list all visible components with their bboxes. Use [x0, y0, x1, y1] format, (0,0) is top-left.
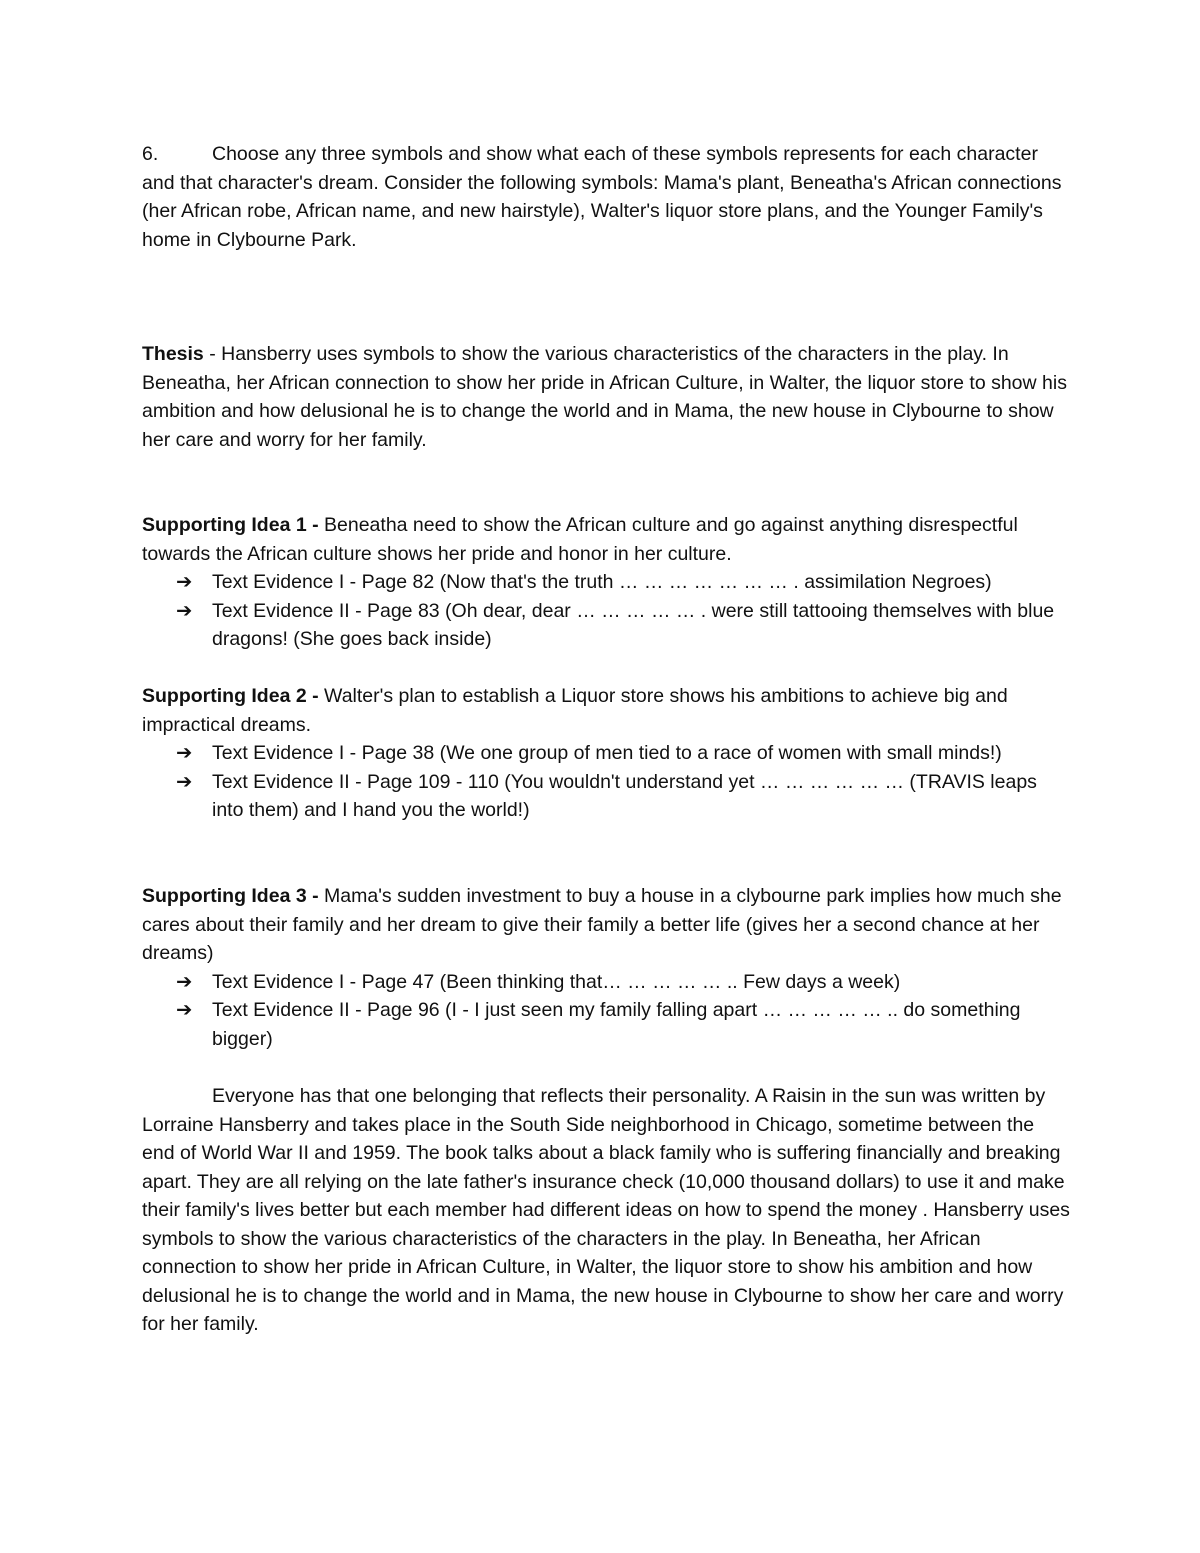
- arrow-icon: ➔: [176, 770, 193, 793]
- supporting-idea-1: [142, 511, 1072, 654]
- evidence-item: [142, 996, 1072, 1053]
- evidence-text: Text Evidence I - Page 82 (Now that's the truth … … … … … … … . assimilation Negroes): [212, 571, 992, 593]
- supporting-idea-2: [142, 682, 1072, 825]
- thesis-separator: -: [203, 343, 222, 365]
- supporting-idea-3: [142, 882, 1072, 1053]
- question-paragraph: [142, 140, 1072, 254]
- evidence-text: Text Evidence II - Page 83 (Oh dear, dear … … … … … . were still tattooing themselves with blue dragons! (She goes back inside): [212, 599, 1055, 650]
- arrow-icon: ➔: [176, 571, 193, 593]
- evidence-text: Text Evidence II - Page 96 (I - I just seen my family falling apart … … … … … .. do something bigger): [212, 999, 1021, 1050]
- evidence-item: [142, 768, 1072, 825]
- idea-paragraph: [142, 682, 1072, 739]
- essay-block: [142, 1082, 1072, 1339]
- evidence-text: Text Evidence I - Page 38 (We one group of men tied to a race of women with small minds!): [212, 742, 1002, 764]
- evidence-text: Text Evidence I - Page 47 (Been thinking that… … … … … .. Few days a week): [212, 970, 901, 993]
- idea-paragraph: [142, 882, 1072, 968]
- question-number: 6.: [142, 143, 159, 165]
- arrow-icon: ➔: [176, 742, 193, 764]
- idea-text: Beneatha need to show the African culture and go against anything disrespectful towards the African culture shows her pride and honor in her culture.: [142, 514, 1018, 565]
- evidence-item: [142, 568, 1072, 597]
- thesis-paragraph: [142, 340, 1072, 454]
- idea-text: Mama's sudden investment to buy a house in a clybourne park implies how much she cares about their family and her dream to give their family a better life (gives her a second chance at her dreams): [142, 885, 1062, 964]
- idea-label: Supporting Idea 2 -: [142, 685, 319, 707]
- idea-label: Supporting Idea 1 -: [142, 514, 319, 536]
- thesis-text: Hansberry uses symbols to show the various characteristics of the characters in the play. In Beneatha, her African connection to show her pride in African Culture, in Walter, the liquor store to show his ambition and how delusional he is to change the world and in Mama, the new house in Clybourne to show her care and worry for her family.: [142, 343, 1067, 451]
- thesis-block: [142, 340, 1072, 454]
- evidence-item: [142, 597, 1072, 654]
- evidence-item: [142, 968, 1072, 997]
- arrow-icon: ➔: [176, 970, 193, 993]
- idea-label: Supporting Idea 3 -: [142, 885, 319, 907]
- evidence-text: Text Evidence II - Page 109 - 110 (You wouldn't understand yet … … … … … … (TRAVIS leaps into them) and I hand you the world!): [212, 770, 1037, 821]
- question-text: Choose any three symbols and show what each of these symbols represents for each character and that character's dream. Consider the following symbols: Mama's plant, Beneatha's African connections (her African robe, African name, and new hairstyle), Walter's liquor store plans, and the Younger Family's home in Clybourne Park.: [142, 143, 1062, 251]
- essay-paragraph: Everyone has that one belonging that reflects their personality. A Raisin in the sun was written by Lorraine Hansberry and takes place in the South Side neighborhood in Chicago, sometime between the end of World War II and 1959. The book talks about a black family who is suffering financially and breaking apart. They are all relying on the late father's insurance check (10,000 thousand dollars) to use it and make their family's lives better but each member had different ideas on how to spend the money . Hansberry uses symbols to show the various characteristics of the characters in the play. In Beneatha, her African connection to show her pride in African Culture, in Walter, the liquor store to show his ambition and how delusional he is to change the world and in Mama, the new house in Clybourne to show her care and worry for her family.: [142, 1085, 1070, 1335]
- thesis-label: Thesis: [142, 343, 204, 365]
- idea-text: Walter's plan to establish a Liquor store shows his ambitions to achieve big and impractical dreams.: [142, 685, 1008, 736]
- question-block: [142, 140, 1072, 254]
- arrow-icon: ➔: [176, 599, 193, 622]
- arrow-icon: ➔: [176, 999, 193, 1021]
- evidence-item: [142, 739, 1072, 768]
- idea-paragraph: [142, 511, 1072, 568]
